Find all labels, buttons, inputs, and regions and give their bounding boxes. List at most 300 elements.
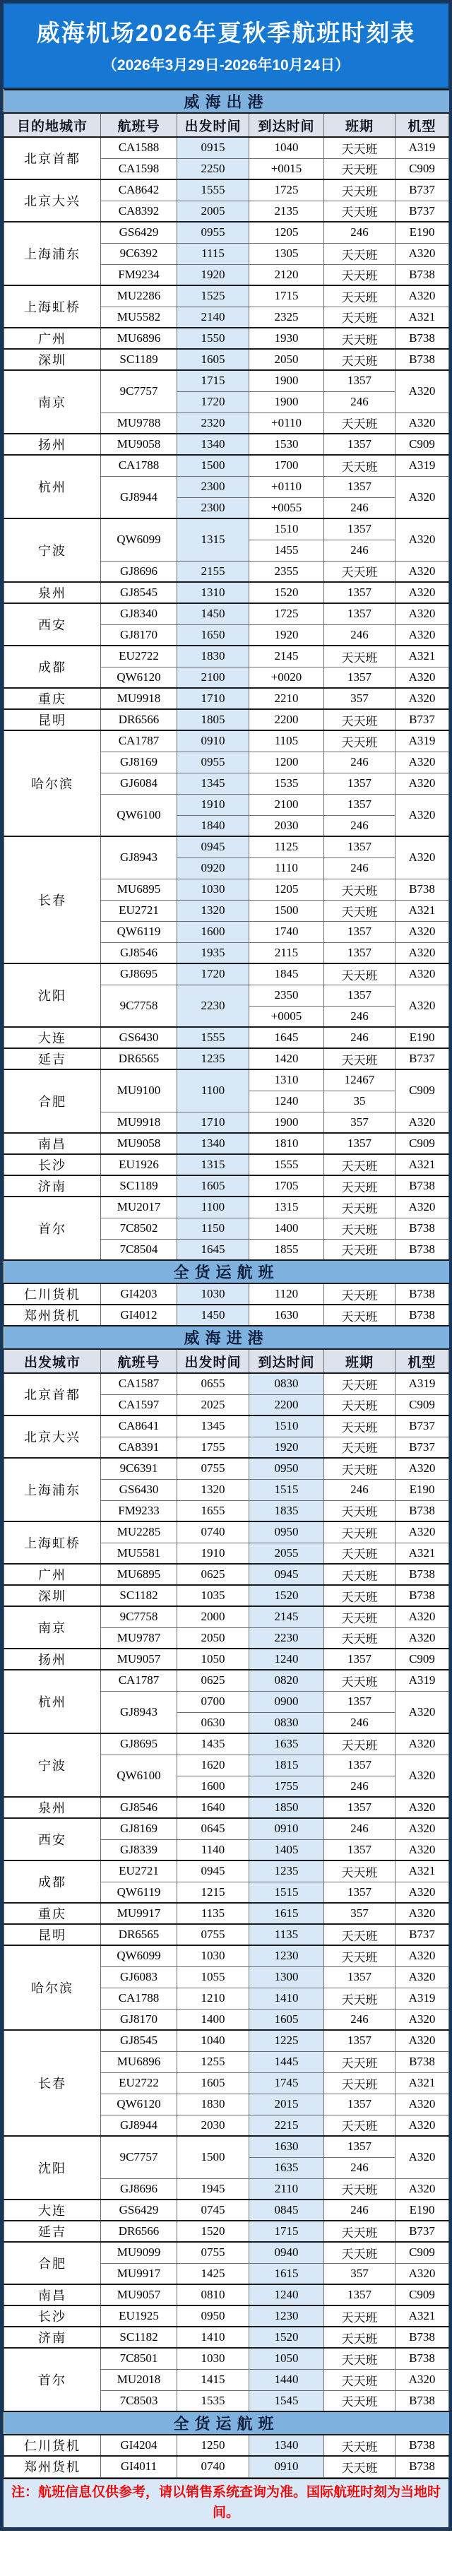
cell-aircraft: A320 xyxy=(396,1733,449,1755)
cell-days: 1357 xyxy=(324,370,396,391)
flight-row xyxy=(4,1945,449,1966)
cell-aircraft: A320 xyxy=(396,2136,449,2178)
cell-arr-time: 1200 xyxy=(249,752,324,773)
cell-days: 天天班 xyxy=(324,1437,396,1458)
cell-city: 南京 xyxy=(4,1606,101,1649)
cell-flight-no: 9C7758 xyxy=(101,985,177,1027)
cell-flight-no: GJ8339 xyxy=(101,1839,177,1860)
cell-aircraft: A320 xyxy=(396,412,449,434)
cell-days: 246 xyxy=(324,2157,396,2178)
cell-city: 宁波 xyxy=(4,1733,101,1797)
cell-city: 深圳 xyxy=(4,1585,101,1606)
cell-dep-time: 1425 xyxy=(177,2263,249,2284)
cell-flight-no: GI4012 xyxy=(101,1305,177,1326)
cell-aircraft: A320 xyxy=(396,518,449,561)
cell-arr-time: 0820 xyxy=(249,1670,324,1691)
cell-days: 天天班 xyxy=(324,1860,396,1882)
cell-flight-no: MU9058 xyxy=(101,1133,177,1154)
cell-flight-no: EU1926 xyxy=(101,1154,177,1175)
cell-arr-time: 1500 xyxy=(249,900,324,921)
cell-aircraft: A321 xyxy=(396,307,449,328)
cell-dep-time: 0645 xyxy=(177,1818,249,1839)
cell-flight-no: CA1788 xyxy=(101,455,177,476)
cell-aircraft: A320 xyxy=(396,2094,449,2115)
cell-aircraft: B737 xyxy=(396,179,449,201)
cell-dep-time: 1840 xyxy=(177,815,249,836)
cell-flight-no: MU6895 xyxy=(101,879,177,900)
cell-city: 泉州 xyxy=(4,1797,101,1818)
flight-row xyxy=(4,2435,449,2456)
cell-days: 天天班 xyxy=(324,2348,396,2369)
cell-arr-time: 1240 xyxy=(249,2284,324,2305)
cell-arr-time: 0950 xyxy=(249,1458,324,1479)
cell-arr-time: 2120 xyxy=(249,264,324,285)
cell-aircraft: A320 xyxy=(396,773,449,794)
cell-flight-no: CA1787 xyxy=(101,730,177,752)
cell-arr-time: 1520 xyxy=(249,2327,324,2348)
cell-flight-no: QW6119 xyxy=(101,1882,177,1903)
cell-dep-time: 1415 xyxy=(177,2369,249,2390)
cell-city: 上海虹桥 xyxy=(4,285,101,328)
section-band-row xyxy=(4,1260,449,1283)
cell-flight-no: GJ8944 xyxy=(101,476,177,518)
cell-flight-no: GJ8170 xyxy=(101,624,177,646)
cell-days: 1357 xyxy=(324,1966,396,1988)
cell-arr-time: 1635 xyxy=(249,2157,324,2178)
cell-flight-no: CA1588 xyxy=(101,137,177,158)
cell-dep-time: 1030 xyxy=(177,1945,249,1966)
cell-flight-no: GJ8545 xyxy=(101,582,177,603)
cell-arr-time: 1230 xyxy=(249,2305,324,2327)
cell-days: 246 xyxy=(324,1818,396,1839)
cell-dep-time: 0955 xyxy=(177,222,249,243)
cell-arr-time: 1445 xyxy=(249,2051,324,2072)
cell-arr-time: 1900 xyxy=(249,1112,324,1133)
cell-arr-time: 1050 xyxy=(249,2348,324,2369)
cell-flight-no: GS6430 xyxy=(101,1479,177,1500)
cell-dep-time: 2000 xyxy=(177,1606,249,1627)
cell-days: 246 xyxy=(324,1006,396,1027)
cell-days: 天天班 xyxy=(324,1305,396,1326)
cell-aircraft: A321 xyxy=(396,1543,449,1564)
cell-arr-time: 1555 xyxy=(249,1154,324,1175)
cell-days: 1357 xyxy=(324,1839,396,1860)
cell-flight-no: GJ8340 xyxy=(101,603,177,624)
flight-row xyxy=(4,2284,449,2305)
cell-flight-no: MU9057 xyxy=(101,1649,177,1670)
cell-city: 重庆 xyxy=(4,1903,101,1924)
cell-days: 天天班 xyxy=(324,646,396,667)
cell-dep-time: 1720 xyxy=(177,963,249,985)
cell-days: 天天班 xyxy=(324,2221,396,2242)
cell-flight-no: MU9787 xyxy=(101,1627,177,1649)
cell-arr-time: 1410 xyxy=(249,1988,324,2009)
cell-aircraft: A320 xyxy=(396,2178,449,2200)
flight-row xyxy=(4,1133,449,1154)
cell-aircraft: B738 xyxy=(396,2051,449,2072)
cell-arr-time: 1835 xyxy=(249,1500,324,1521)
cell-flight-no: 7C8504 xyxy=(101,1239,177,1260)
cell-arr-time: 1040 xyxy=(249,137,324,158)
cell-days: 天天班 xyxy=(324,455,396,476)
flight-row xyxy=(4,646,449,667)
column-header: 航班号 xyxy=(101,1349,177,1373)
cell-arr-time: 1920 xyxy=(249,1437,324,1458)
cell-city: 首尔 xyxy=(4,1197,101,1260)
cell-dep-time: 0740 xyxy=(177,1521,249,1543)
cell-aircraft: A319 xyxy=(396,455,449,476)
cell-city: 上海浦东 xyxy=(4,222,101,285)
cell-arr-time: 1455 xyxy=(249,540,324,561)
cell-aircraft: A320 xyxy=(396,1966,449,1988)
cell-days: 357 xyxy=(324,2263,396,2284)
cell-flight-no: MU9918 xyxy=(101,1112,177,1133)
section-band-row xyxy=(4,90,449,113)
cell-aircraft: B738 xyxy=(396,1218,449,1239)
cell-flight-no: CA1597 xyxy=(101,1394,177,1415)
cell-flight-no: MU9057 xyxy=(101,2284,177,2305)
column-header: 出发时间 xyxy=(177,1349,249,1373)
cell-aircraft: A320 xyxy=(396,2030,449,2051)
cell-days: 1357 xyxy=(324,985,396,1006)
cell-city: 合肥 xyxy=(4,1069,101,1133)
cell-aircraft: A320 xyxy=(396,370,449,412)
section-band-row xyxy=(4,1326,449,1349)
cell-flight-no: MU6895 xyxy=(101,1564,177,1585)
column-header: 到达时间 xyxy=(249,113,324,137)
cell-days: 天天班 xyxy=(324,1175,396,1197)
cell-dep-time: 1235 xyxy=(177,1048,249,1069)
cell-days: 天天班 xyxy=(324,158,396,179)
cell-days: 246 xyxy=(324,2009,396,2030)
cell-days: 天天班 xyxy=(324,285,396,307)
cell-aircraft: A321 xyxy=(396,1154,449,1175)
flight-row xyxy=(4,603,449,624)
cell-dep-time: 0625 xyxy=(177,1564,249,1585)
flight-row xyxy=(4,434,449,455)
cell-days: 天天班 xyxy=(324,1543,396,1564)
cell-aircraft: A320 xyxy=(396,243,449,264)
cell-arr-time: 1400 xyxy=(249,1218,324,1239)
cell-flight-no: MU9917 xyxy=(101,1903,177,1924)
cell-arr-time: 1240 xyxy=(249,1649,324,1670)
cell-flight-no: EU2722 xyxy=(101,646,177,667)
cell-days: 天天班 xyxy=(324,2115,396,2136)
cell-flight-no: DR6566 xyxy=(101,2221,177,2242)
cell-dep-time: 0655 xyxy=(177,1373,249,1394)
cell-days: 天天班 xyxy=(324,2369,396,2390)
cell-arr-time: 1645 xyxy=(249,1027,324,1048)
cell-days: 1357 xyxy=(324,1691,396,1712)
cell-arr-time: 2030 xyxy=(249,815,324,836)
cell-aircraft: A320 xyxy=(396,1755,449,1797)
cell-arr-time: 1810 xyxy=(249,1133,324,1154)
cell-dep-time: 2100 xyxy=(177,667,249,688)
cell-arr-time: 1440 xyxy=(249,2369,324,2390)
cell-flight-no: GJ8546 xyxy=(101,1797,177,1818)
cell-aircraft: A320 xyxy=(396,582,449,603)
cell-aircraft: B737 xyxy=(396,1048,449,1069)
cell-arr-time: 2135 xyxy=(249,201,324,222)
column-header: 到达时间 xyxy=(249,1349,324,1373)
flight-row xyxy=(4,582,449,603)
cell-arr-time: 2200 xyxy=(249,1394,324,1415)
cell-days: 246 xyxy=(324,815,396,836)
cell-arr-time: 0945 xyxy=(249,1564,324,1585)
cell-aircraft: A321 xyxy=(396,2072,449,2094)
cell-flight-no: CA8391 xyxy=(101,1437,177,1458)
cell-arr-time: 1845 xyxy=(249,963,324,985)
cell-dep-time: 0915 xyxy=(177,137,249,158)
cell-dep-time: 2025 xyxy=(177,1394,249,1415)
cell-city: 西安 xyxy=(4,603,101,646)
cell-arr-time: 1815 xyxy=(249,1755,324,1776)
flight-row xyxy=(4,1048,449,1069)
cell-dep-time: 1315 xyxy=(177,1154,249,1175)
cell-arr-time: 1405 xyxy=(249,1839,324,1860)
cell-days: 天天班 xyxy=(324,2456,396,2477)
cell-arr-time: 1510 xyxy=(249,1415,324,1437)
cell-dep-time: 1310 xyxy=(177,582,249,603)
flight-row xyxy=(4,1564,449,1585)
cell-city: 哈尔滨 xyxy=(4,1945,101,2030)
cell-dep-time: 1710 xyxy=(177,688,249,709)
cell-dep-time: 1945 xyxy=(177,2178,249,2200)
cell-dep-time: 1340 xyxy=(177,434,249,455)
cell-arr-time: 1855 xyxy=(249,1239,324,1260)
cell-dep-time: 1345 xyxy=(177,773,249,794)
cell-days: 246 xyxy=(324,391,396,412)
cell-aircraft: B737 xyxy=(396,201,449,222)
cell-flight-no: 7C8503 xyxy=(101,2390,177,2411)
cell-arr-time: 2145 xyxy=(249,646,324,667)
flight-row xyxy=(4,1521,449,1543)
cell-dep-time: 1830 xyxy=(177,2094,249,2115)
cell-dep-time: 1720 xyxy=(177,391,249,412)
cell-dep-time: 1555 xyxy=(177,1027,249,1048)
cell-aircraft: E190 xyxy=(396,222,449,243)
cell-dep-time: 1340 xyxy=(177,1133,249,1154)
cell-arr-time: 1930 xyxy=(249,328,324,349)
cell-dep-time: 1645 xyxy=(177,1239,249,1260)
cell-arr-time: +0110 xyxy=(249,412,324,434)
cell-aircraft: A320 xyxy=(396,1797,449,1818)
cell-flight-no: MU2286 xyxy=(101,285,177,307)
cell-arr-time: 1515 xyxy=(249,1882,324,1903)
cell-arr-time: 0830 xyxy=(249,1712,324,1733)
timetable-body xyxy=(4,90,449,2477)
cell-arr-time: 1545 xyxy=(249,2390,324,2411)
cell-city: 济南 xyxy=(4,2327,101,2348)
flight-row xyxy=(4,2136,449,2157)
cell-dep-time: 1210 xyxy=(177,1988,249,2009)
flight-row xyxy=(4,1818,449,1839)
column-header: 机型 xyxy=(396,113,449,137)
cell-days: 天天班 xyxy=(324,1283,396,1305)
cell-arr-time: 0910 xyxy=(249,2456,324,2477)
flight-row xyxy=(4,1733,449,1755)
cell-arr-time: 2230 xyxy=(249,1627,324,1649)
cell-days: 天天班 xyxy=(324,1733,396,1755)
cell-days: 天天班 xyxy=(324,1564,396,1585)
cell-days: 246 xyxy=(324,1479,396,1500)
cell-arr-time: 0950 xyxy=(249,1521,324,1543)
cell-dep-time: 0945 xyxy=(177,1860,249,1882)
cell-arr-time: 2210 xyxy=(249,688,324,709)
cell-flight-no: GJ8695 xyxy=(101,963,177,985)
cell-days: 天天班 xyxy=(324,328,396,349)
cell-flight-no: EU2721 xyxy=(101,900,177,921)
cell-flight-no: QW6099 xyxy=(101,518,177,561)
cell-flight-no: SC1182 xyxy=(101,2327,177,2348)
section-band: 全货运航班 xyxy=(4,1260,449,1283)
cell-city: 上海虹桥 xyxy=(4,1521,101,1564)
cell-flight-no: QW6119 xyxy=(101,921,177,942)
cell-flight-no: QW6120 xyxy=(101,2094,177,2115)
column-header: 出发城市 xyxy=(4,1349,101,1373)
cell-days: 天天班 xyxy=(324,1197,396,1218)
cell-aircraft: B738 xyxy=(396,879,449,900)
cell-arr-time: 1700 xyxy=(249,455,324,476)
cell-dep-time: 1250 xyxy=(177,2435,249,2456)
cell-city: 昆明 xyxy=(4,1924,101,1945)
cell-dep-time: 1500 xyxy=(177,455,249,476)
cell-aircraft: C909 xyxy=(396,1649,449,1670)
cell-flight-no: GJ6084 xyxy=(101,773,177,794)
cell-dep-time: 1550 xyxy=(177,328,249,349)
cell-dep-time: 1315 xyxy=(177,518,249,561)
cell-days: 天天班 xyxy=(324,412,396,434)
cell-aircraft: A320 xyxy=(396,1458,449,1479)
cell-flight-no: FM9234 xyxy=(101,264,177,285)
flight-row xyxy=(4,2030,449,2051)
cell-aircraft: A320 xyxy=(396,1691,449,1733)
cell-dep-time: 2005 xyxy=(177,201,249,222)
cell-days: 天天班 xyxy=(324,2242,396,2263)
cell-aircraft: E190 xyxy=(396,2200,449,2221)
cell-aircraft: A320 xyxy=(396,1197,449,1218)
cell-days: 天天班 xyxy=(324,201,396,222)
cell-flight-no: CA1587 xyxy=(101,1373,177,1394)
cell-arr-time: 1240 xyxy=(249,1091,324,1112)
cell-aircraft: A320 xyxy=(396,603,449,624)
cell-dep-time: 1910 xyxy=(177,1543,249,1564)
cell-days: 天天班 xyxy=(324,1458,396,1479)
cell-aircraft: B737 xyxy=(396,1437,449,1458)
flight-row xyxy=(4,709,449,730)
cell-city: 仁川货机 xyxy=(4,2435,101,2456)
cell-city: 延吉 xyxy=(4,2221,101,2242)
cell-arr-time: +0015 xyxy=(249,158,324,179)
cell-arr-time: 1205 xyxy=(249,222,324,243)
cell-days: 1357 xyxy=(324,2136,396,2157)
cell-flight-no: CA8641 xyxy=(101,1415,177,1437)
cell-city: 扬州 xyxy=(4,434,101,455)
flight-row xyxy=(4,518,449,540)
cell-arr-time: 1510 xyxy=(249,518,324,540)
cell-days: 天天班 xyxy=(324,900,396,921)
cell-days: 1357 xyxy=(324,476,396,497)
cell-flight-no: GS6430 xyxy=(101,1027,177,1048)
cell-city: 大连 xyxy=(4,2200,101,2221)
cell-days: 246 xyxy=(324,857,396,879)
cell-city: 仁川货机 xyxy=(4,1283,101,1305)
flight-row xyxy=(4,836,449,857)
cell-days: 246 xyxy=(324,497,396,518)
cell-aircraft: B737 xyxy=(396,709,449,730)
cell-flight-no: GJ8170 xyxy=(101,2009,177,2030)
cell-aircraft: C909 xyxy=(396,434,449,455)
cell-dep-time: 1450 xyxy=(177,1305,249,1326)
flight-row xyxy=(4,455,449,476)
cell-arr-time: 1900 xyxy=(249,391,324,412)
cell-days: 1357 xyxy=(324,921,396,942)
cell-arr-time: 1740 xyxy=(249,921,324,942)
cell-arr-time: 1225 xyxy=(249,2030,324,2051)
cell-dep-time: 1150 xyxy=(177,1218,249,1239)
cell-arr-time: 1205 xyxy=(249,879,324,900)
cell-dep-time: 1605 xyxy=(177,2072,249,2094)
cell-flight-no: GJ8545 xyxy=(101,2030,177,2051)
cell-city: 大连 xyxy=(4,1027,101,1048)
flight-row xyxy=(4,349,449,370)
cell-aircraft: B737 xyxy=(396,1415,449,1437)
cell-dep-time: 0955 xyxy=(177,752,249,773)
cell-city: 长春 xyxy=(4,836,101,963)
flight-row xyxy=(4,1924,449,1945)
cell-aircraft: A320 xyxy=(396,2263,449,2284)
cell-dep-time: 0910 xyxy=(177,730,249,752)
cell-aircraft: C909 xyxy=(396,1069,449,1112)
cell-aircraft: B738 xyxy=(396,1585,449,1606)
cell-dep-time: 1400 xyxy=(177,2009,249,2030)
section-band: 威海出港 xyxy=(4,90,449,113)
cell-aircraft: A320 xyxy=(396,1903,449,1924)
cell-dep-time: 1620 xyxy=(177,1755,249,1776)
cell-arr-time: 0900 xyxy=(249,1691,324,1712)
column-header: 班期 xyxy=(324,1349,396,1373)
cell-arr-time: 1105 xyxy=(249,730,324,752)
cell-city: 长春 xyxy=(4,2030,101,2136)
cell-days: 天天班 xyxy=(324,561,396,582)
cell-days: 天天班 xyxy=(324,2327,396,2348)
cell-dep-time: 1435 xyxy=(177,1733,249,1755)
cell-arr-time: 2215 xyxy=(249,2115,324,2136)
cell-arr-time: 1310 xyxy=(249,1069,324,1091)
cell-dep-time: 1320 xyxy=(177,900,249,921)
cell-city: 哈尔滨 xyxy=(4,730,101,836)
cell-days: 天天班 xyxy=(324,1500,396,1521)
cell-flight-no: QW6120 xyxy=(101,667,177,688)
cell-city: 南昌 xyxy=(4,2284,101,2305)
section-band: 威海进港 xyxy=(4,1326,449,1349)
flight-row xyxy=(4,688,449,709)
cell-city: 长沙 xyxy=(4,2305,101,2327)
cell-dep-time: 1650 xyxy=(177,624,249,646)
cell-days: 357 xyxy=(324,688,396,709)
cell-days: 1357 xyxy=(324,1649,396,1670)
cell-dep-time: 1715 xyxy=(177,370,249,391)
cell-days: 1357 xyxy=(324,2030,396,2051)
cell-days: 357 xyxy=(324,1903,396,1924)
cell-city: 上海浦东 xyxy=(4,1458,101,1521)
cell-aircraft: A321 xyxy=(396,646,449,667)
flight-row xyxy=(4,179,449,201)
cell-arr-time: 1305 xyxy=(249,243,324,264)
cell-aircraft: E190 xyxy=(396,1027,449,1048)
cell-aircraft: A320 xyxy=(396,476,449,518)
cell-arr-time: +0005 xyxy=(249,1006,324,1027)
